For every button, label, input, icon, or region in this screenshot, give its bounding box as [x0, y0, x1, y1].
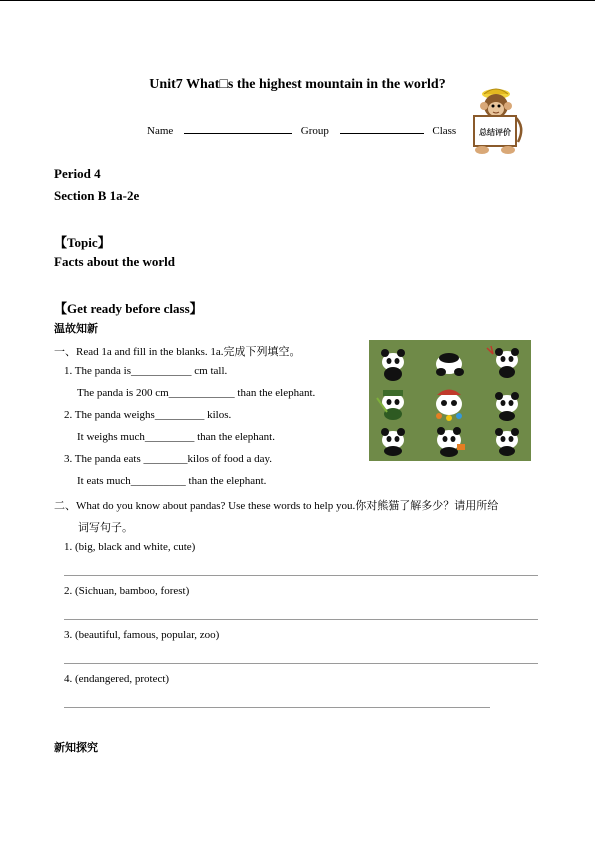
- answer-line-2[interactable]: [64, 619, 538, 620]
- monkey-evaluation-icon: [464, 86, 528, 156]
- answer-line-1[interactable]: [64, 575, 538, 576]
- part2-instruction-line1: 二、What do you know about pandas? Use these words to help you.你对熊猫了解多少？请用所给: [54, 500, 499, 512]
- panda-1: [381, 349, 405, 381]
- blank-line-6: It eats much__________ than the elephant.: [77, 475, 267, 487]
- prompt-1: 1. (big, black and white, cute): [64, 541, 196, 553]
- new-knowledge-heading: 新知探究: [54, 742, 98, 754]
- ready-heading: 【Get ready before class】: [54, 301, 203, 316]
- panda-9: [495, 428, 519, 456]
- prompt-2: 2. (Sichuan, bamboo, forest): [64, 585, 190, 597]
- prompt-3: 3. (beautiful, famous, popular, zoo): [64, 629, 220, 641]
- answer-line-4[interactable]: [64, 707, 490, 708]
- group-field[interactable]: [340, 123, 424, 134]
- review-heading: 温故知新: [54, 323, 98, 335]
- name-label: Name: [147, 125, 174, 137]
- pandas-picture: [369, 340, 531, 461]
- part1-instruction: 一、Read 1a and fill in the blanks. 1a.完成下列填空。: [54, 346, 301, 358]
- group-label: Group: [300, 125, 329, 137]
- name-group-class-row: [147, 123, 456, 137]
- badge-text: 总结评价: [479, 128, 511, 137]
- blank-line-1: 1. The panda is___________ cm tall.: [64, 365, 228, 377]
- answer-line-3[interactable]: [64, 663, 538, 664]
- panda-8: [437, 427, 465, 457]
- panda-5: [436, 390, 462, 422]
- period-label: Period 4: [54, 166, 101, 181]
- panda-2: [436, 353, 464, 376]
- class-label: Class: [432, 125, 457, 137]
- blank-line-5: 3. The panda eats ________kilos of food a day.: [64, 453, 273, 465]
- blank-line-2: The panda is 200 cm____________ than the elephant.: [77, 387, 316, 399]
- blank-line-3: 2. The panda weighs_________ kilos.: [64, 409, 232, 421]
- section-label: Section B 1a-2e: [54, 188, 140, 203]
- panda-7: [381, 428, 405, 456]
- topic-heading: 【Topic】: [54, 235, 111, 250]
- panda-3: [487, 346, 519, 378]
- blank-line-4: It weighs much_________ than the elephant.: [77, 431, 275, 443]
- worksheet-title: Unit7 What□s the highest mountain in the world?: [149, 77, 446, 92]
- name-field[interactable]: [184, 123, 292, 134]
- prompt-4: 4. (endangered, protect): [64, 673, 170, 685]
- top-border-rule: [0, 0, 595, 1]
- topic-text: Facts about the world: [54, 254, 175, 269]
- panda-6: [495, 392, 519, 421]
- panda-4: [377, 390, 404, 420]
- part2-instruction-line2: 词写句子。: [78, 522, 133, 534]
